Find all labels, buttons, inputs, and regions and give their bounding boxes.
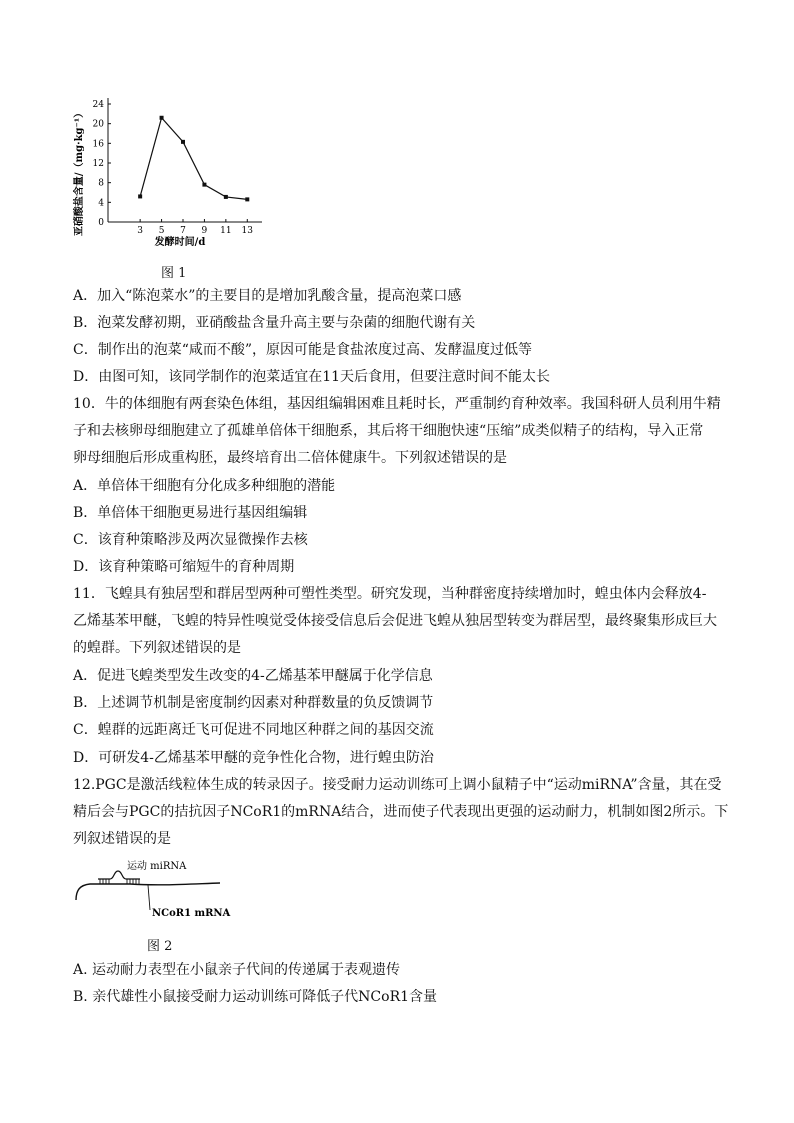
mirna-label: 运动 miRNA: [127, 861, 187, 872]
q12-stem-line-3: 列叙述错误的是: [73, 831, 171, 847]
x-axis-label: 发酵时间/d: [154, 237, 206, 248]
data-point: [160, 116, 164, 120]
x-tick-label: 9: [201, 226, 208, 236]
q11-option-b: B．上述调节机制是密度制约因素对种群数量的负反馈调节: [73, 695, 434, 711]
mrna-label: NCoR1 mRNA: [152, 908, 231, 919]
y-tick-label: 24: [92, 100, 104, 110]
x-tick-label: 13: [241, 226, 254, 236]
data-point: [138, 194, 142, 198]
x-tick-label: 11: [220, 226, 232, 236]
q11-option-c: C．蝗群的远距离迁飞可促进不同地区种群之间的基因交流: [73, 722, 434, 738]
x-tick-label: 5: [158, 226, 165, 236]
q12-option-b: B. 亲代雄性小鼠接受耐力运动训练可降低子代NCoR1含量: [73, 989, 438, 1005]
y-tick-label: 8: [98, 178, 104, 189]
x-tick-label: 7: [180, 226, 186, 236]
nitrite-line-chart: [68, 92, 268, 252]
q10-option-d: D．该育种策略可缩短牛的育种周期: [73, 559, 295, 575]
q10-option-b: B．单倍体干细胞更易进行基因组编辑: [73, 505, 308, 521]
x-tick-label: 3: [137, 226, 144, 236]
q12-stem-line-2: 精后会与PGC的拮抗因子NCoR1的mRNA结合，进而使子代表现出更强的运动耐力，机制如图2所示。下: [73, 804, 729, 820]
y-tick-label: 4: [98, 198, 104, 209]
figure-2-caption: 图 2: [147, 939, 173, 954]
q11-option-a: A．促进飞蝗类型发生改变的4-乙烯基苯甲醚属于化学信息: [73, 668, 433, 684]
q10-option-c: C．该育种策略涉及两次显微操作去核: [73, 532, 308, 548]
mirna-binding-diagram: [70, 852, 240, 932]
data-point: [245, 197, 249, 201]
mrna-pointer-line: [148, 885, 150, 910]
data-point: [224, 195, 228, 199]
q10-option-a: A．单倍体干细胞有分化成多种细胞的潜能: [73, 478, 336, 494]
y-axis-label: 亚硝酸盐含量/（mg·kg⁻¹）: [74, 107, 85, 237]
chart-axes: [108, 98, 262, 222]
q9-option-d: D．由图可知，该同学制作的泡菜适宜在11天后食用，但要注意时间不能太长: [73, 369, 551, 385]
y-tick-label: 12: [92, 159, 104, 169]
q11-stem-line-2: 乙烯基苯甲醚，飞蝗的特异性嗅觉受体接受信息后会促进飞蝗从独居型转变为群居型，最终聚集形成巨大: [73, 613, 717, 629]
data-point: [202, 183, 206, 187]
y-tick-label: 16: [92, 139, 104, 150]
q9-option-a: A．加入“陈泡菜水”的主要目的是增加乳酸含量，提高泡菜口感: [73, 288, 462, 304]
y-tick-label: 0: [98, 218, 104, 228]
chart-series: [138, 116, 249, 202]
data-point: [181, 140, 185, 144]
q10-stem-line-1: 10．牛的体细胞有两套染色体组，基因组编辑困难且耗时长，严重制约育种效率。我国科研人员利用牛精: [73, 396, 721, 412]
q12-stem-line-1: 12.PGC是激活线粒体生成的转录因子。接受耐力运动训练可上调小鼠精子中“运动miRNA”含量，其在受: [73, 777, 722, 793]
q9-option-b: B．泡菜发酵初期，亚硝酸盐含量升高主要与杂菌的细胞代谢有关: [73, 315, 476, 331]
base-pair-ticks: [100, 879, 139, 884]
q9-option-c: C．制作出的泡菜“咸而不酸”，原因可能是食盐浓度过高、发酵温度过低等: [73, 342, 533, 358]
q11-option-d: D．可研发4-乙烯基苯甲醚的竞争性化合物，进行蝗虫防治: [73, 750, 434, 766]
q12-option-a: A. 运动耐力表型在小鼠亲子代间的传递属于表观遗传: [73, 962, 401, 978]
mirna-strand: [98, 871, 140, 879]
y-tick-label: 20: [92, 119, 104, 130]
q10-stem-line-3: 卵母细胞后形成重构胚，最终培育出二倍体健康牛。下列叙述错误的是: [73, 450, 507, 466]
figure-1-caption: 图 1: [161, 266, 187, 281]
q11-stem-line-3: 的蝗群。下列叙述错误的是: [73, 640, 241, 656]
series-line: [140, 118, 247, 200]
q11-stem-line-1: 11．飞蝗具有独居型和群居型两种可塑性类型。研究发现，当种群密度持续增加时，蝗虫体内会释放4-: [73, 586, 707, 602]
q10-stem-line-2: 子和去核卵母细胞建立了孤雄单倍体干细胞系，其后将干细胞快速“压缩”成类似精子的结构，导入正常: [73, 423, 704, 439]
